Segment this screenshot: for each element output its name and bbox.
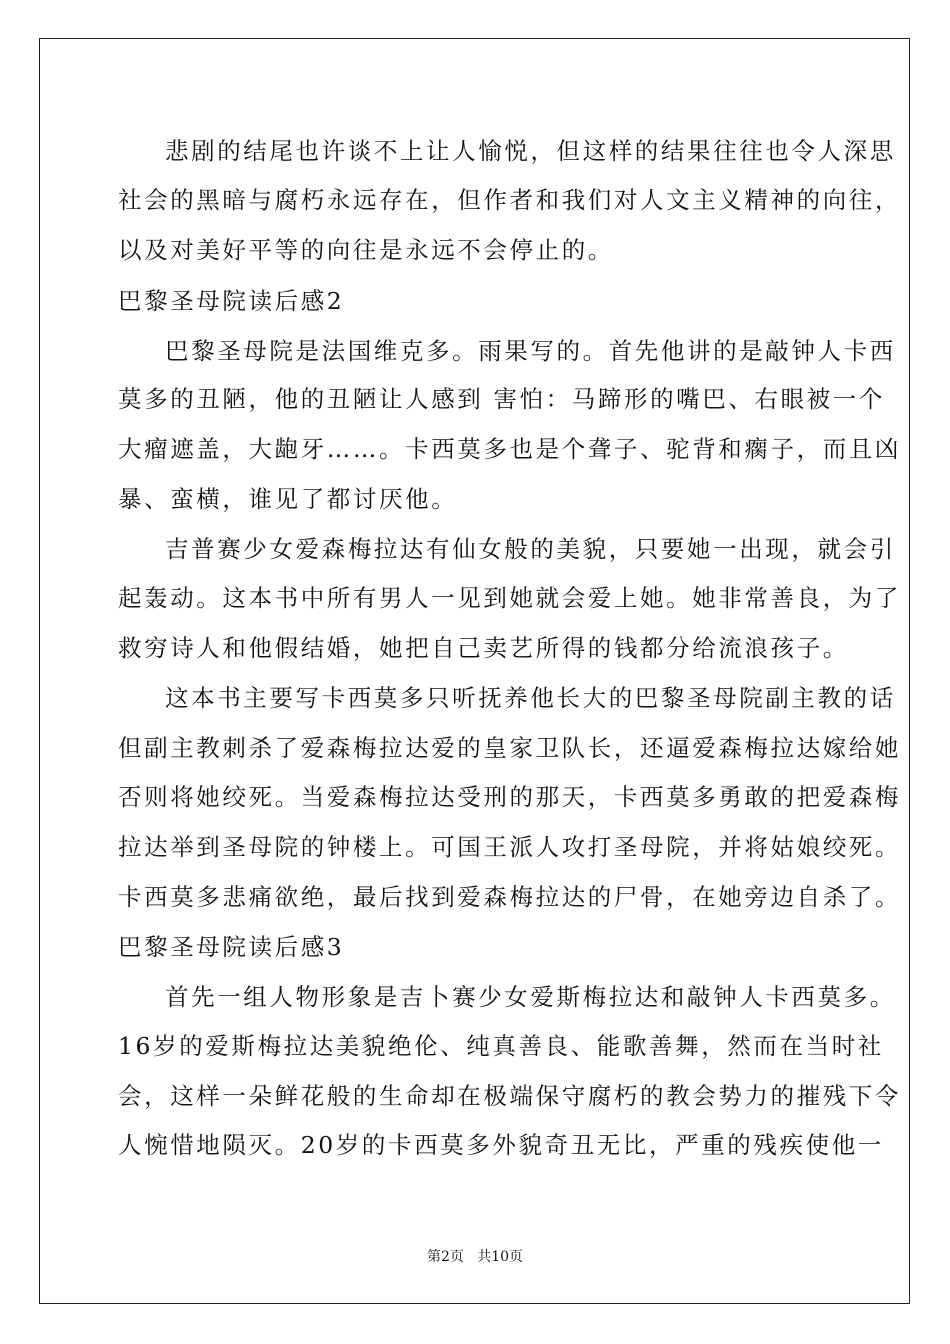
text-line: 救穷诗人和他假结婚，她把自己卖艺所得的钱都分给流浪孩子。 [118, 634, 849, 662]
text-line: 人惋惜地陨灭。20岁的卡西莫多外貌奇丑无比，严重的残疾使他一 [118, 1131, 884, 1159]
text-line: 以及对美好平等的向往是永远不会停止的。 [118, 236, 614, 264]
text-line: 社会的黑暗与腐朽永远存在，但作者和我们对人文主义精神的向往， [118, 186, 901, 214]
text-line: 会，这样一朵鲜花般的生命却在极端保守腐朽的教会势力的摧残下令 [118, 1082, 901, 1110]
text-line: 否则将她绞死。当爱森梅拉达受刑的那天，卡西莫多勇敢的把爱森梅 [118, 783, 901, 811]
text-line: 暴、蛮横，谁见了都讨厌他。 [118, 485, 458, 513]
section-heading: 巴黎圣母院读后感3 [118, 933, 345, 961]
text-line: 16岁的爱斯梅拉达美貌绝伦、纯真善良、能歌善舞，然而在当时社 [118, 1032, 884, 1060]
text-line: 悲剧的结尾也许谈不上让人愉悦，但这样的结果往往也令人深思 [165, 137, 896, 165]
page-border [39, 38, 910, 1304]
section-heading: 巴黎圣母院读后感2 [118, 287, 345, 315]
text-line: 大瘤遮盖，大龅牙……。卡西莫多也是个聋子、驼背和瘸子，而且凶 [118, 435, 901, 463]
text-line: 这本书主要写卡西莫多只听抚养他长大的巴黎圣母院副主教的话 [165, 684, 896, 712]
text-line: 莫多的丑陋，他的丑陋让人感到 害怕：马蹄形的嘴巴、右眼被一个 [118, 385, 885, 413]
text-line: 首先一组人物形象是吉卜赛少女爱斯梅拉达和敲钟人卡西莫多。 [165, 983, 896, 1011]
text-line: 但副主教刺杀了爱森梅拉达爱的皇家卫队长，还逼爱森梅拉达嫁给她 [118, 734, 901, 762]
text-line: 巴黎圣母院是法国维克多。雨果写的。首先他讲的是敲钟人卡西 [165, 337, 896, 365]
page-footer: 第2页 共10页 [426, 1249, 524, 1265]
text-line: 起轰动。这本书中所有男人一见到她就会爱上她。她非常善良，为了 [118, 584, 901, 612]
text-line: 吉普赛少女爱森梅拉达有仙女般的美貌，只要她一出现，就会引 [165, 535, 896, 563]
text-line: 卡西莫多悲痛欲绝，最后找到爱森梅拉达的尸骨，在她旁边自杀了。 [118, 883, 901, 911]
text-line: 拉达举到圣母院的钟楼上。可国王派人攻打圣母院，并将姑娘绞死。 [118, 833, 901, 861]
